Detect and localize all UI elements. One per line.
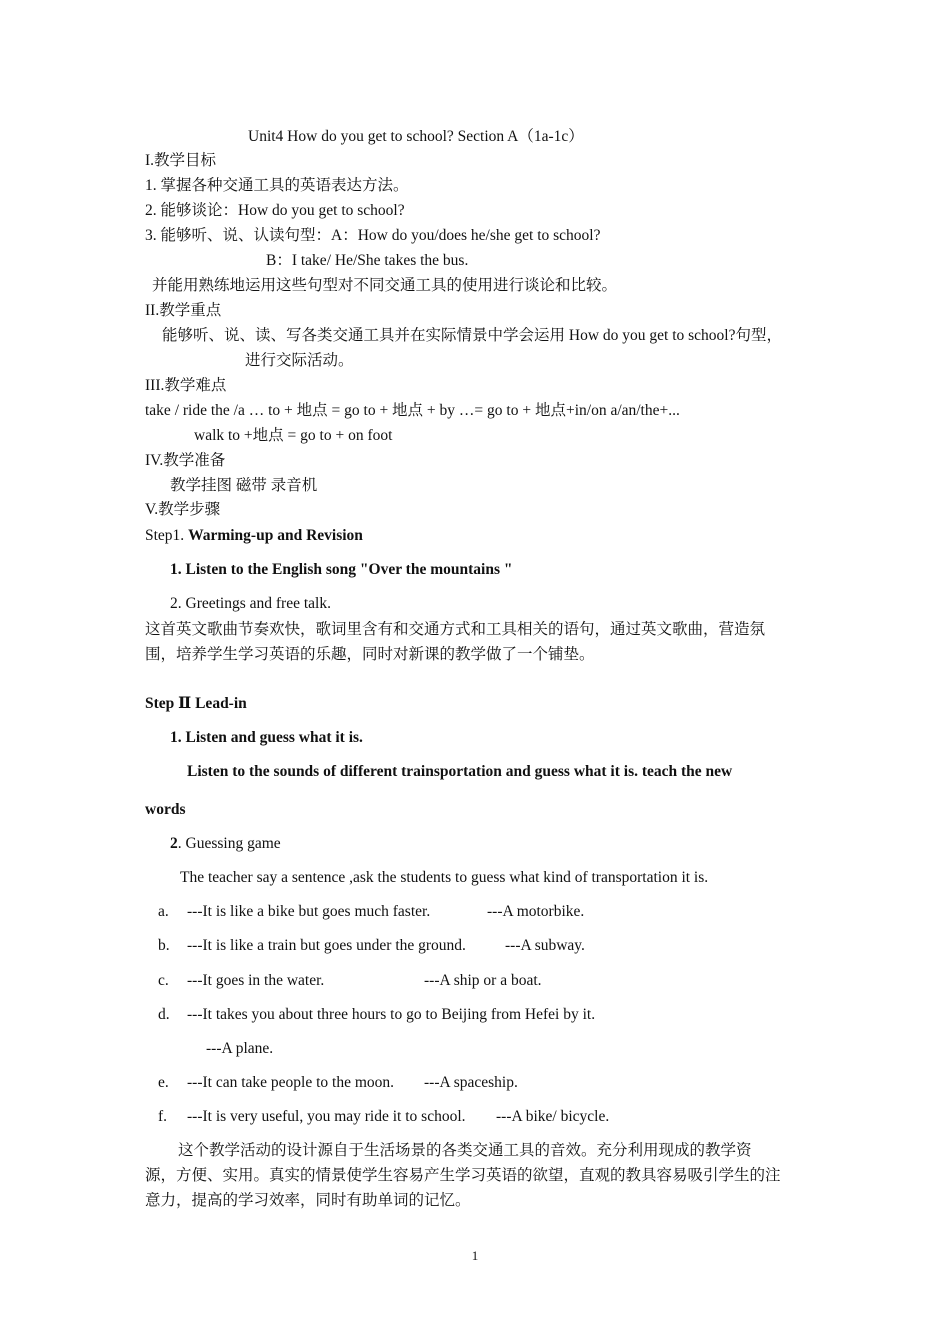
difficulties-line-1: take / ride the /a … to + 地点 = go to + 地点 + by …= go to + 地点+in/on a/an/the+... [145, 402, 680, 419]
step2-desc-line-2: words [145, 801, 186, 818]
step1-heading [145, 526, 363, 546]
list-letter: b. [158, 937, 170, 954]
step2-heading: Step Ⅱ Lead-in [145, 695, 247, 712]
list-letter: c. [158, 972, 169, 989]
objective-4: 并能用熟练地运用这些句型对不同交通工具的使用进行谈论和比较。 [152, 277, 618, 294]
section-heading-steps: V.教学步骤 [145, 501, 221, 518]
step1-title: Warming-up and Revision [188, 527, 363, 544]
list-question: ---It is like a train but goes under the ground. [187, 937, 466, 954]
step2-note-line-3: 意力，提高的学习效率，同时有助单词的记忆。 [145, 1192, 471, 1209]
step2-item-2 [170, 834, 281, 854]
preparation-items: 教学挂图 磁带 录音机 [170, 477, 318, 494]
list-answer: ---A subway. [505, 937, 585, 954]
key-points-line-2: 进行交际活动。 [245, 352, 354, 369]
section-heading-key-points: II.教学重点 [145, 302, 222, 319]
list-question: ---It takes you about three hours to go to Beijing from Hefei by it. [187, 1006, 596, 1023]
list-letter: d. [158, 1006, 170, 1023]
step2-item-2-text: . Guessing game [177, 835, 281, 852]
list-question: ---It goes in the water. [187, 972, 325, 989]
objective-2: 2. 能够谈论：How do you get to school? [145, 202, 405, 219]
section-heading-preparation: IV.教学准备 [145, 452, 226, 469]
step1-item-2: 2. Greetings and free talk. [170, 595, 331, 612]
list-question: ---It can take people to the moon. [187, 1074, 395, 1091]
step2-note-line-2: 源，方便、实用。真实的情景使学生容易产生学习英语的欲望，直观的教具容易吸引学生的注 [145, 1167, 781, 1184]
list-question: ---It is very useful, you may ride it to school. [187, 1108, 466, 1125]
list-letter: f. [158, 1108, 168, 1125]
step1-item-1: 1. Listen to the English song "Over the mountains " [170, 561, 513, 578]
key-points-line-1: 能够听、说、读、写各类交通工具并在实际情景中学会运用 How do you get to school?句型， [162, 327, 782, 344]
list-question: ---It is like a bike but goes much faster. [187, 903, 431, 920]
list-answer: ---A bike/ bicycle. [496, 1108, 610, 1125]
list-letter: e. [158, 1074, 169, 1091]
objective-3-answer: B：I take/ He/She takes the bus. [266, 252, 469, 269]
step2-item-2-number: 2 [170, 835, 178, 852]
objective-3: 3. 能够听、说、认读句型：A：How do you/does he/she get to school? [145, 227, 601, 244]
page-number: 1 [471, 1248, 479, 1263]
difficulties-line-2: walk to +地点 = go to + on foot [194, 427, 393, 444]
step2-item-1: 1. Listen and guess what it is. [170, 729, 363, 746]
step2-desc-line-1: Listen to the sounds of different trainsportation and guess what it is. teach the new [187, 763, 733, 780]
section-heading-difficulties: III.教学难点 [145, 377, 227, 394]
step1-note-line-2: 围，培养学生学习英语的乐趣，同时对新课的教学做了一个铺垫。 [145, 646, 595, 663]
objective-1: 1. 掌握各种交通工具的英语表达方法。 [145, 177, 409, 194]
list-answer: ---A ship or a boat. [424, 972, 542, 989]
list-answer: ---A motorbike. [487, 903, 585, 920]
section-heading-objectives: I.教学目标 [145, 152, 217, 169]
step1-prefix: Step1. [145, 527, 189, 544]
list-answer: ---A spaceship. [424, 1074, 518, 1091]
list-answer: ---A plane. [206, 1040, 274, 1057]
list-letter: a. [158, 903, 169, 920]
step2-intro: The teacher say a sentence ,ask the students to guess what kind of transportation it is. [180, 869, 709, 886]
page-title: Unit4 How do you get to school? Section A（1a-1c） [248, 128, 584, 145]
step1-note-line-1: 这首英文歌曲节奏欢快，歌词里含有和交通方式和工具相关的语句，通过英文歌曲，营造氛 [145, 621, 766, 638]
step2-note-line-1: 这个教学活动的设计源自于生活场景的各类交通工具的音效。充分利用现成的教学资 [178, 1142, 752, 1159]
